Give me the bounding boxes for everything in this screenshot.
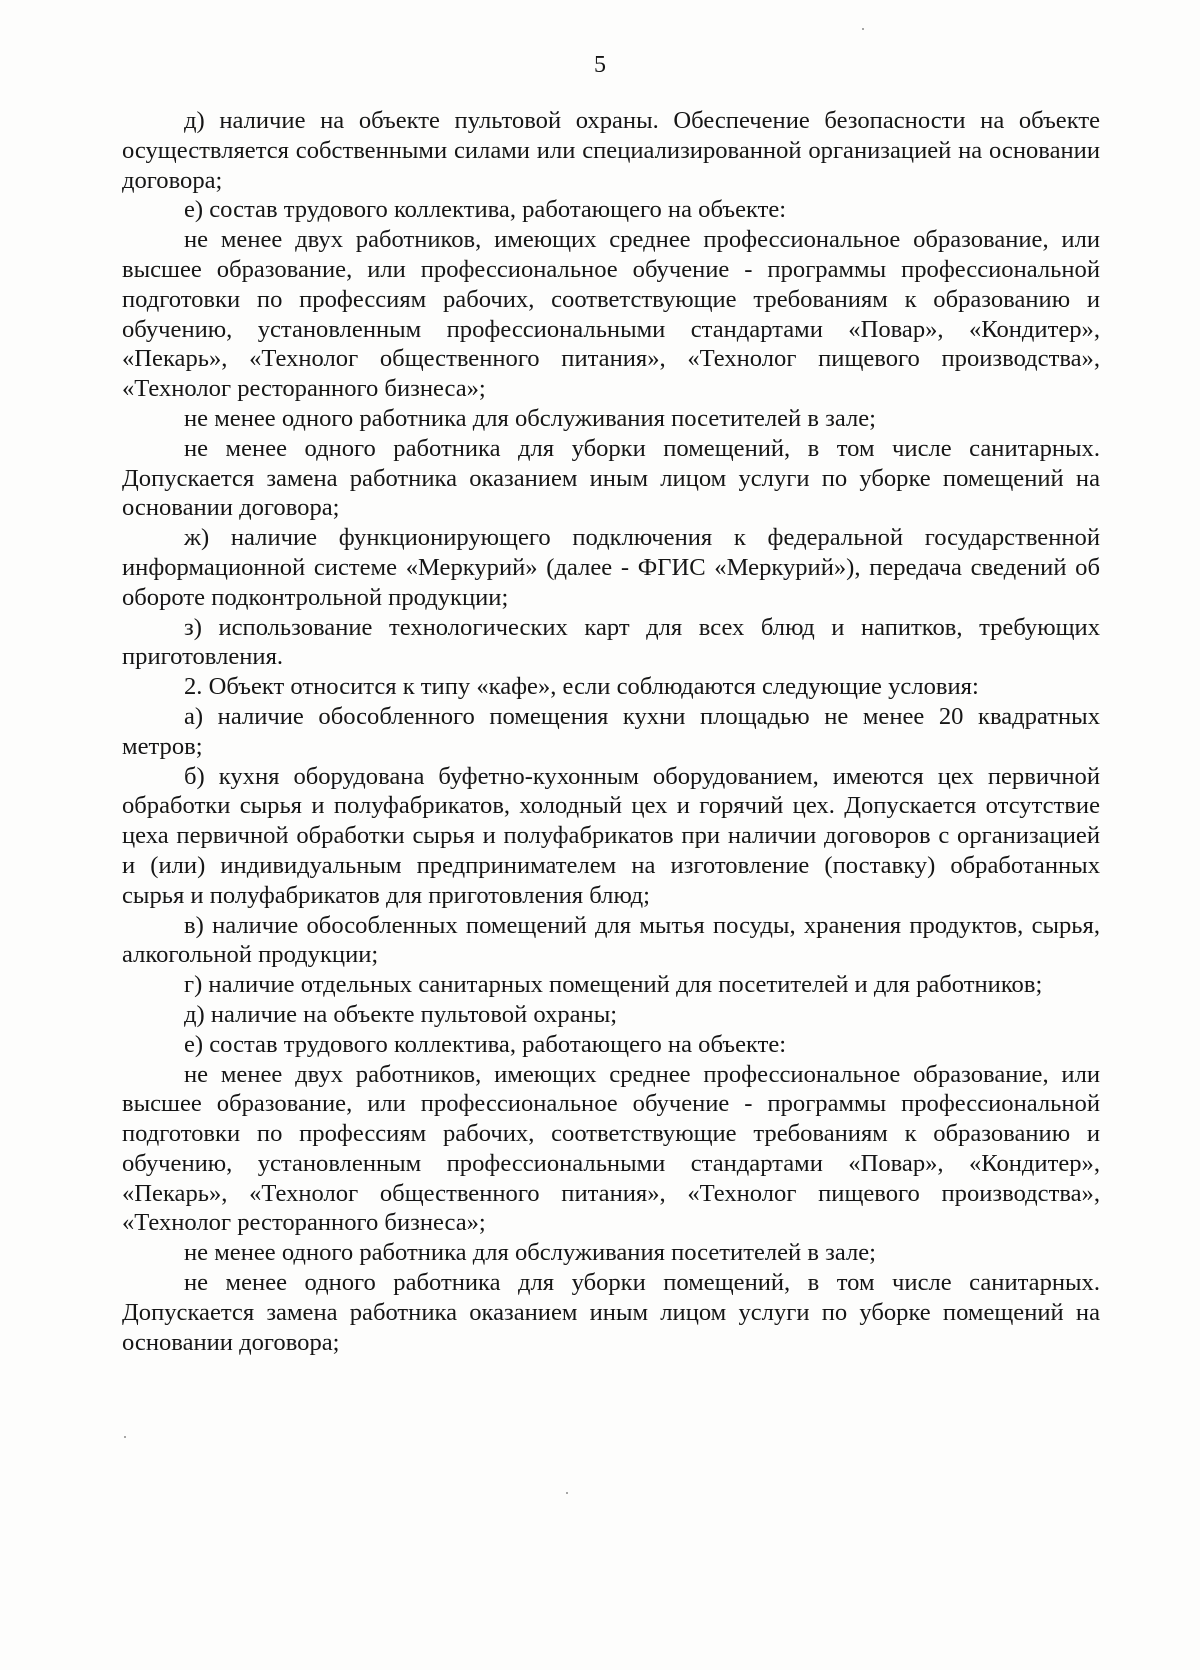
paragraph-staff-education-cafe: не менее двух работников, имеющих среднее профессиональное образование, или высшее образование, или профессиональное обучение - программы профессиональной подготовки по профессиям рабочих, соответствующие требованиям к образованию и обучению, установленным профессиональными стандартами «Повар», «Кондитер», «Пекарь», «Технолог общественного питания», «Технолог пищевого производства», «Технолог ресторанного бизнеса»; bbox=[122, 1060, 1100, 1237]
paragraph-staff-education: не менее двух работников, имеющих среднее профессиональное образование, или высшее образование, или профессиональное обучение - программы профессиональной подготовки по профессиям рабочих, соответствующие требованиям к образованию и обучению, установленным профессиональными стандартами «Повар», «Кондитер», «Пекарь», «Технолог общественного питания», «Технолог пищевого производства», «Технолог ресторанного бизнеса»; bbox=[122, 226, 1100, 403]
scan-speck bbox=[124, 1436, 126, 1438]
paragraph-staff-hall-cafe: не менее одного работника для обслуживания посетителей в зале; bbox=[184, 1239, 876, 1267]
page-number: 5 bbox=[594, 52, 606, 78]
paragraph-d-security: д) наличие на объекте пультовой охраны. Обеспечение безопасности на объекте осуществляется собственными силами или специализированной организацией на основании договора; bbox=[122, 107, 1100, 194]
paragraph-d-security-cafe: д) наличие на объекте пультовой охраны; bbox=[184, 1000, 618, 1028]
paragraph-zh-mercury: ж) наличие функционирующего подключения к федеральной государственной информационной системе «Меркурий» (далее - ФГИС «Меркурий»), передача сведений об обороте подконтрольной продукции; bbox=[122, 524, 1100, 611]
paragraph-v-rooms: в) наличие обособленных помещений для мытья посуды, хранения продуктов, сырья, алкогольной продукции; bbox=[122, 911, 1100, 969]
scan-speck bbox=[862, 28, 864, 30]
paragraph-staff-hall: не менее одного работника для обслуживания посетителей в зале; bbox=[184, 404, 876, 432]
scan-speck bbox=[566, 1492, 568, 1494]
paragraph-a-kitchen: а) наличие обособленного помещения кухни площадью не менее 20 квадратных метров; bbox=[122, 702, 1100, 760]
paragraph-e-staff-cafe: е) состав трудового коллектива, работающего на объекте: bbox=[184, 1030, 787, 1058]
document-body bbox=[122, 106, 1100, 1357]
paragraph-staff-cleaning: не менее одного работника для уборки помещений, в том числе санитарных. Допускается замена работника оказанием иным лицом услуги по уборке помещений на основании договора; bbox=[122, 434, 1100, 522]
paragraph-cafe-conditions: 2. Объект относится к типу «кафе», если соблюдаются следующие условия: bbox=[184, 673, 979, 701]
paragraph-staff-cleaning-cafe: не менее одного работника для уборки помещений, в том числе санитарных. Допускается замена работника оказанием иным лицом услуги по уборке помещений на основании договора; bbox=[122, 1269, 1100, 1356]
paragraph-g-sanitary: г) наличие отдельных санитарных помещений для посетителей и для работников; bbox=[184, 971, 1043, 999]
paragraph-b-equipment: б) кухня оборудована буфетно-кухонным оборудованием, имеются цех первичной обработки сырья и полуфабрикатов, холодный цех и горячий цех. Допускается отсутствие цеха первичной обработки сырья и полуфабрикатов при наличии договоров с организацией и (или) индивидуальным предпринимателем на изготовление (поставку) обработанных сырья и полуфабрикатов для приготовления блюд; bbox=[122, 762, 1100, 909]
paragraph-e-staff: е) состав трудового коллектива, работающего на объекте: bbox=[184, 196, 787, 224]
paragraph-z-tech-cards: з) использование технологических карт для всех блюд и напитков, требующих приготовления. bbox=[122, 613, 1100, 671]
